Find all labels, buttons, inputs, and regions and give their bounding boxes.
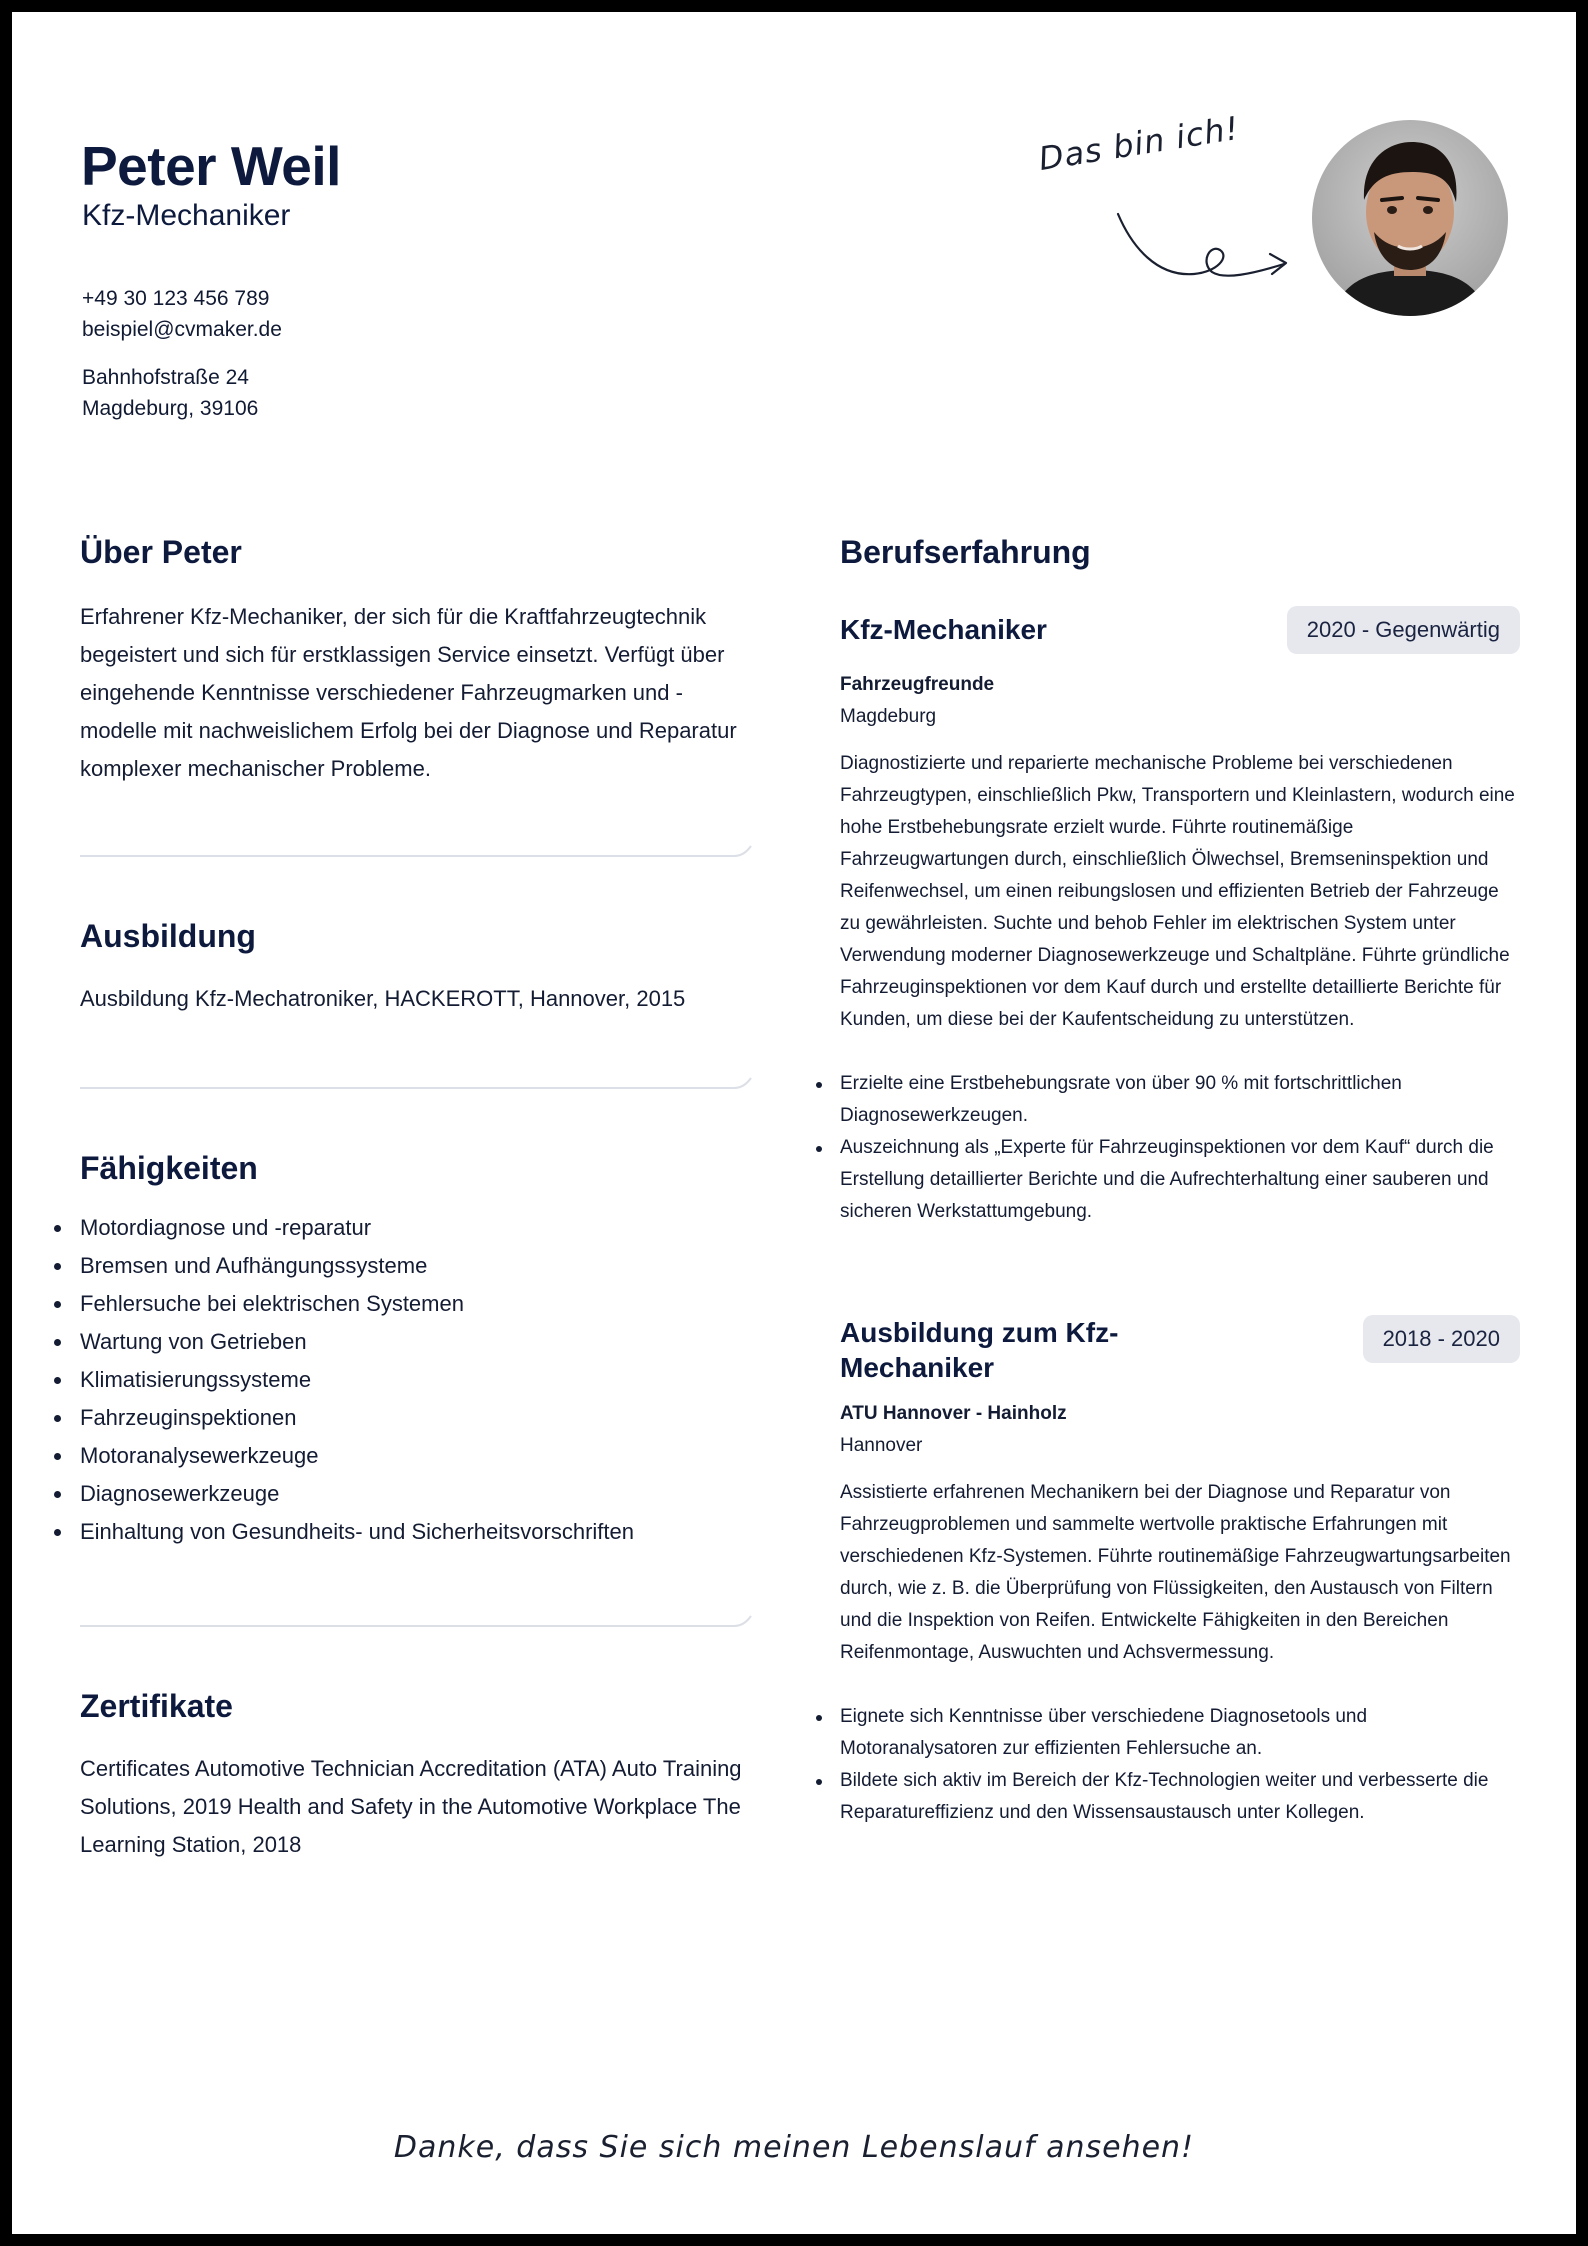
contact-block bbox=[82, 283, 282, 345]
list-item: Auszeichnung als „Experte für Fahrzeuginspektionen vor dem Kauf“ durch die Erstellung detaillierter Berichte und die Aufrechterhaltung einer sauberen und sicheren Werkstattumgebung. bbox=[840, 1132, 1520, 1228]
job-entry bbox=[840, 1315, 1520, 1829]
certificates-heading: Zertifikate bbox=[80, 1688, 233, 1724]
job-dates-badge: 2018 - 2020 bbox=[1363, 1315, 1520, 1363]
street-address: Bahnhofstraße 24 bbox=[82, 366, 249, 389]
city-address: Magdeburg, 39106 bbox=[82, 397, 259, 420]
curved-arrow-icon bbox=[1102, 202, 1292, 292]
job-entry bbox=[840, 606, 1520, 1228]
list-item: Motordiagnose und -reparatur bbox=[80, 1209, 752, 1247]
address-block bbox=[82, 362, 258, 424]
job-description: Assistierte erfahrenen Mechanikern bei der Diagnose und Reparatur von Fahrzeugproblemen und sammelte wertvolle praktische Erfahrungen mit verschiedenen Kfz-Systemen. Führte routinemäßige Fahrzeugwartungsarbeiten durch, wie z. B. die Überprüfung von Flüssigkeiten, den Austausch von Filtern und die Inspektion von Reifen. Entwickelte Fähigkeiten in den Bereichen Reifenmontage, Auswuchten und Achsvermessung. bbox=[840, 1482, 1511, 1663]
list-item: Bremsen und Aufhängungssysteme bbox=[80, 1247, 752, 1285]
section-divider bbox=[80, 844, 752, 858]
about-text: Erfahrener Kfz-Mechaniker, der sich für die Kraftfahrzeugtechnik begeistert und sich für erstklassigen Service einsetzt. Verfügt über eingehende Kenntnisse verschiedener Fahrzeugmarken und -modelle mit nachweislichem Erfolg bei der Diagnose und Reparatur komplexer mechanischer Probleme. bbox=[80, 604, 737, 781]
phone-number[interactable]: +49 30 123 456 789 bbox=[82, 287, 270, 310]
job-title: Ausbildung zum Kfz-Mechaniker bbox=[840, 1317, 1119, 1383]
section-divider bbox=[80, 1614, 752, 1628]
list-item: Eignete sich Kenntnisse über verschiedene Diagnosetools und Motoranalysatoren zur effizienten Fehlersuche an. bbox=[840, 1701, 1520, 1765]
list-item: Wartung von Getrieben bbox=[80, 1323, 752, 1361]
skills-heading: Fähigkeiten bbox=[80, 1150, 258, 1186]
education-heading: Ausbildung bbox=[80, 918, 256, 954]
list-item: Einhaltung von Gesundheits- und Sicherheitsvorschriften bbox=[80, 1513, 752, 1551]
list-item: Fahrzeuginspektionen bbox=[80, 1399, 752, 1437]
skills-section bbox=[80, 1150, 752, 1551]
job-achievements bbox=[840, 1701, 1520, 1829]
about-section bbox=[80, 534, 752, 788]
handwritten-note: Das bin ich! bbox=[1036, 108, 1242, 178]
education-section bbox=[80, 918, 752, 1018]
job-company: ATU Hannover - Hainholz bbox=[840, 1403, 1067, 1424]
certificates-section bbox=[80, 1688, 752, 1864]
list-item: Klimatisierungssysteme bbox=[80, 1361, 752, 1399]
job-achievements bbox=[840, 1068, 1520, 1228]
job-title: Kfz-Mechaniker bbox=[840, 614, 1047, 645]
about-heading: Über Peter bbox=[80, 534, 242, 570]
footer-thanks: Danke, dass Sie sich meinen Lebenslauf ansehen! bbox=[393, 2130, 1195, 2165]
education-text: Ausbildung Kfz-Mechatroniker, HACKEROTT, Hannover, 2015 bbox=[80, 986, 686, 1011]
resume-page bbox=[12, 12, 1576, 2234]
candidate-name: Peter Weil bbox=[81, 135, 341, 197]
job-company: Fahrzeugfreunde bbox=[840, 674, 995, 695]
certificates-text: Certificates Automotive Technician Accreditation (ATA) Auto Training Solutions, 2019 Health and Safety in the Automotive Workplace The Learning Station, 2018 bbox=[80, 1756, 742, 1857]
list-item: Diagnosewerkzeuge bbox=[80, 1475, 752, 1513]
experience-heading: Berufserfahrung bbox=[840, 534, 1091, 570]
email-address[interactable]: beispiel@cvmaker.de bbox=[82, 318, 282, 341]
skills-list bbox=[80, 1209, 752, 1551]
list-item: Erzielte eine Erstbehebungsrate von über 90 % mit fortschrittlichen Diagnosewerkzeugen. bbox=[840, 1068, 1520, 1132]
job-dates-badge: 2020 - Gegenwärtig bbox=[1287, 606, 1520, 654]
list-item: Bildete sich aktiv im Bereich der Kfz-Technologien weiter und verbesserte die Reparatureffizienz und den Wissensaustausch unter Kollegen. bbox=[840, 1765, 1520, 1829]
candidate-title: Kfz-Mechaniker bbox=[82, 199, 291, 232]
profile-photo bbox=[1312, 120, 1508, 316]
list-item: Fehlersuche bei elektrischen Systemen bbox=[80, 1285, 752, 1323]
job-city: Hannover bbox=[840, 1435, 923, 1456]
list-item: Motoranalysewerkzeuge bbox=[80, 1437, 752, 1475]
job-description: Diagnostizierte und reparierte mechanische Probleme bei verschiedenen Fahrzeugtypen, einschließlich Pkw, Transportern und Kleinlastern, wodurch eine hohe Erstbehebungsrate erzielt wurde. Führte routinemäßige Fahrzeugwartungen durch, einschließlich Ölwechsel, Bremseninspektion und Reifenwechsel, um einen reibungslosen und effizienten Betrieb der Fahrzeuge zu gewährleisten. Suchte und behob Fehler im elektrischen System unter Verwendung moderner Diagnosewerkzeuge und Schaltpläne. Führte gründliche Fahrzeuginspektionen vor dem Kauf durch und erstellte detaillierte Berichte für Kunden, um diese bei der Kaufentscheidung zu unterstützen. bbox=[840, 753, 1515, 1030]
job-city: Magdeburg bbox=[840, 706, 937, 727]
section-divider bbox=[80, 1076, 752, 1090]
